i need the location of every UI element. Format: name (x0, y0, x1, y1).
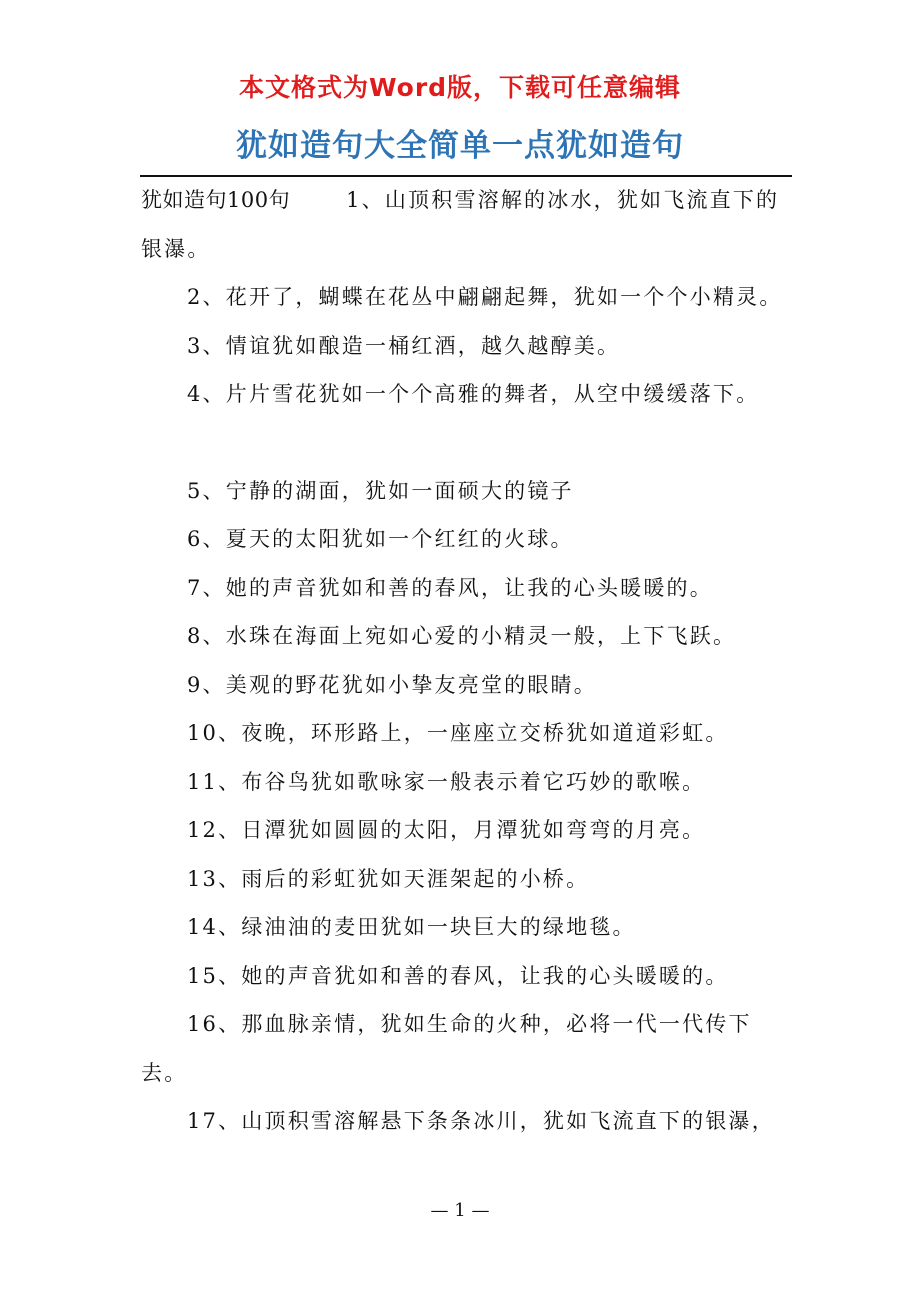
section-lead: 犹如造句100句 (141, 188, 291, 212)
list-item: 13、雨后的彩虹犹如天涯架起的小桥。 (187, 866, 590, 891)
download-banner: 本文格式为Word版，下载可任意编辑 (238, 73, 682, 102)
list-item: 5、宁静的湖面，犹如一面硕大的镜子 (187, 478, 574, 503)
list-item: 16、那血脉亲情，犹如生命的火种，必将一代一代传下去。 (141, 1012, 752, 1085)
document-body (141, 176, 786, 1146)
list-item: 17、山顶积雪溶解悬下条条冰川，犹如飞流直下的银瀑， (187, 1109, 775, 1133)
list-item: 3、情谊犹如酿造一桶红酒，越久越醇美。 (187, 333, 621, 358)
list-item: 10、夜晚，环形路上，一座座立交桥犹如道道彩虹。 (187, 721, 729, 745)
list-item: 2、花开了，蝴蝶在花丛中翩翩起舞，犹如一个个小精灵。 (187, 285, 783, 309)
list-item: 4、片片雪花犹如一个个高雅的舞者，从空中缓缓落下。 (187, 382, 760, 406)
list-item: 6、夏天的太阳犹如一个红红的火球。 (187, 527, 574, 551)
list-item: 9、美观的野花犹如小挚友亮堂的眼睛。 (187, 672, 597, 697)
list-item: 14、绿油油的麦田犹如一块巨大的绿地毯。 (187, 915, 636, 939)
list-item: 15、她的声音犹如和善的春风，让我的心头暖暖的。 (187, 963, 729, 988)
page-number: — 1 — (430, 1200, 490, 1221)
list-item: 12、日潭犹如圆圆的太阳，月潭犹如弯弯的月亮。 (187, 818, 706, 842)
paragraph-1 (141, 176, 786, 273)
list-item: 11、布谷鸟犹如歌咏家一般表示着它巧妙的歌喉。 (187, 769, 706, 794)
paragraph-gap (141, 419, 786, 467)
document-title: 犹如造句大全简单一点犹如造句 (236, 128, 684, 164)
list-item: 7、她的声音犹如和善的春风，让我的心头暖暖的。 (187, 575, 713, 600)
list-item: 1、山顶积雪溶解的冰水，犹如飞流直下的银瀑。 (141, 188, 780, 261)
list-item: 8、水珠在海面上宛如心爱的小精灵一般，上下飞跃。 (187, 624, 737, 648)
